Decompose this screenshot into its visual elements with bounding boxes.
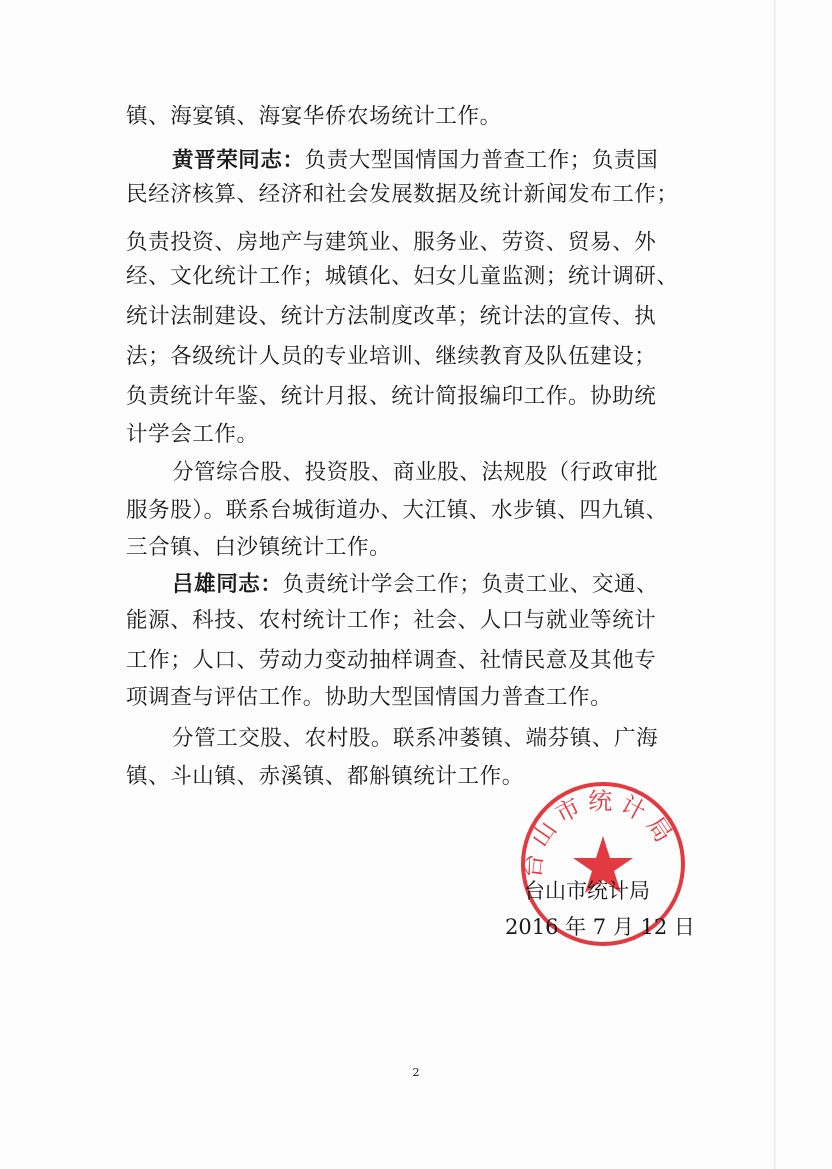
page-number: 2 (412, 1066, 420, 1079)
person-heading-huang: 黄晋荣同志： (172, 148, 305, 173)
body-line: 项调查与评估工作。协助大型国情国力普查工作。 (126, 685, 613, 710)
body-line (172, 568, 706, 602)
signature-org: 台山市统计局 (524, 879, 650, 903)
body-line (172, 144, 706, 178)
signature-date: 2016 年 7 月 12 日 (505, 915, 695, 939)
body-line: 分管工交股、农村股。联系冲蒌镇、端芬镇、广海 (172, 726, 659, 751)
body-line: 服务股）。联系台城街道办、大江镇、水步镇、四九镇、 (126, 498, 668, 523)
body-line: 统计法制建设、统计方法制度改革；统计法的宣传、执 (126, 304, 657, 329)
seal-text: 台山市统计局 (517, 787, 681, 880)
body-line: 镇、斗山镇、赤溪镇、都斛镇统计工作。 (126, 764, 524, 789)
page-edge-shadow (774, 0, 776, 1169)
body-line: 负责统计年鉴、统计月报、统计简报编印工作。协助统 (126, 384, 657, 409)
person-heading-lv: 吕雄同志： (172, 572, 283, 597)
body-line: 镇、海宴镇、海宴华侨农场统计工作。 (126, 104, 502, 129)
body-line-segment: 负责统计学会工作；负责工业、交通、 (282, 572, 659, 597)
body-line: 工作；人口、劳动力变动抽样调查、社情民意及其他专 (126, 648, 657, 673)
body-line: 法；各级统计人员的专业培训、继续教育及队伍建设； (126, 344, 657, 369)
body-line: 分管综合股、投资股、商业股、法规股（行政审批 (172, 460, 659, 485)
body-line-segment: 负责大型国情国力普查工作；负责国 (304, 148, 659, 173)
body-line: 经、文化统计工作；城镇化、妇女儿童监测；统计调研、 (126, 264, 679, 289)
body-line: 能源、科技、农村统计工作；社会、人口与就业等统计 (126, 608, 657, 633)
body-line: 民经济核算、经济和社会发展数据及统计新闻发布工作； (126, 182, 679, 207)
body-line: 三合镇、白沙镇统计工作。 (126, 535, 392, 560)
body-line: 计学会工作。 (126, 422, 259, 447)
body-line: 负责投资、房地产与建筑业、服务业、劳资、贸易、外 (126, 230, 657, 255)
